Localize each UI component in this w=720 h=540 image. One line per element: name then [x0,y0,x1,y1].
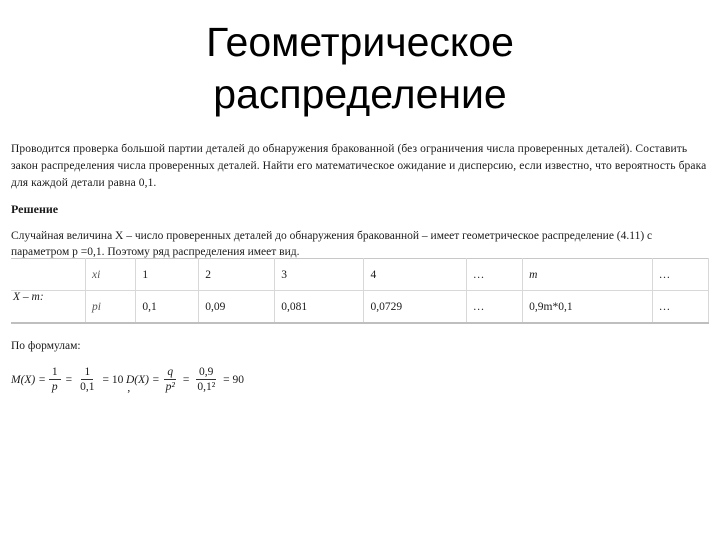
table-row-label: X – m: [13,291,44,303]
slide-title [0,16,720,120]
table-header-p: pi [86,291,136,324]
table-cell: 1 [136,259,199,291]
table-cell: 3 [275,259,364,291]
fraction: $\frac{q}{\text{p²}}$ [165,366,175,393]
table-cell: 0,09 [199,291,275,324]
fraction: $\frac{1}{0,1}$ [80,366,95,393]
title-line-1: Геометрическое [206,19,514,65]
expectation-lhs: M(X) = [11,373,46,386]
variance-result: = 90 [223,373,245,386]
table-cell-label-top [11,259,86,291]
table-cell: … [466,259,522,291]
expectation-formula: M(X) = $\frac{1}{p}$ = $\frac{1}{0,1}$ = 10 , [11,366,131,394]
formulas-heading: По формулам: [11,340,81,352]
formula-separator: , [127,382,131,394]
table-cell: 2 [199,259,275,291]
table-cell: … [466,291,522,324]
table-cell: m [523,259,653,291]
variance-lhs: D(X) = [126,373,160,386]
fraction: $\frac{0,9}{\text{0,1²}}$ [197,366,216,393]
problem-statement: Проводится проверка большой партии деталей до обнаружения бракованной (без ограничения числа проверенных деталей). Составить закон распределения числа проверенных деталей. Найти его математическое ожидание и дисперсию, если известно, что вероятность брака для каждой детали равна 0,1. [11,143,707,189]
table-cell: 4 [364,259,466,291]
table-row-x [11,259,709,291]
fraction: $\frac{1}{p}$ [49,365,61,394]
solution-heading: Решение [11,202,59,216]
table-cell: 0,0729 [364,291,466,324]
table-header-x: xi [86,259,136,291]
table-cell: … [652,291,708,324]
table-row-p [11,291,709,324]
table-cell: 0,081 [275,291,364,324]
expectation-result: = 10 [102,373,124,386]
table-cell: 0,1 [136,291,199,324]
title-line-2: распределение [213,71,507,117]
distribution-table [11,258,709,324]
table-cell: … [652,259,708,291]
variance-formula: D(X) = $\frac{q}{\text{p²}}$ = $\frac{0,9}{\text{0,1²}}$ = 90 [126,366,245,393]
solution-text: Случайная величина X – число проверенных деталей до обнаружения бракованной – имеет геометрическое распределение (4.11) с параметром p =0,1. Поэтому ряд распределения имеет вид. [11,230,653,258]
table-cell: 0,9m*0,1 [523,291,653,324]
